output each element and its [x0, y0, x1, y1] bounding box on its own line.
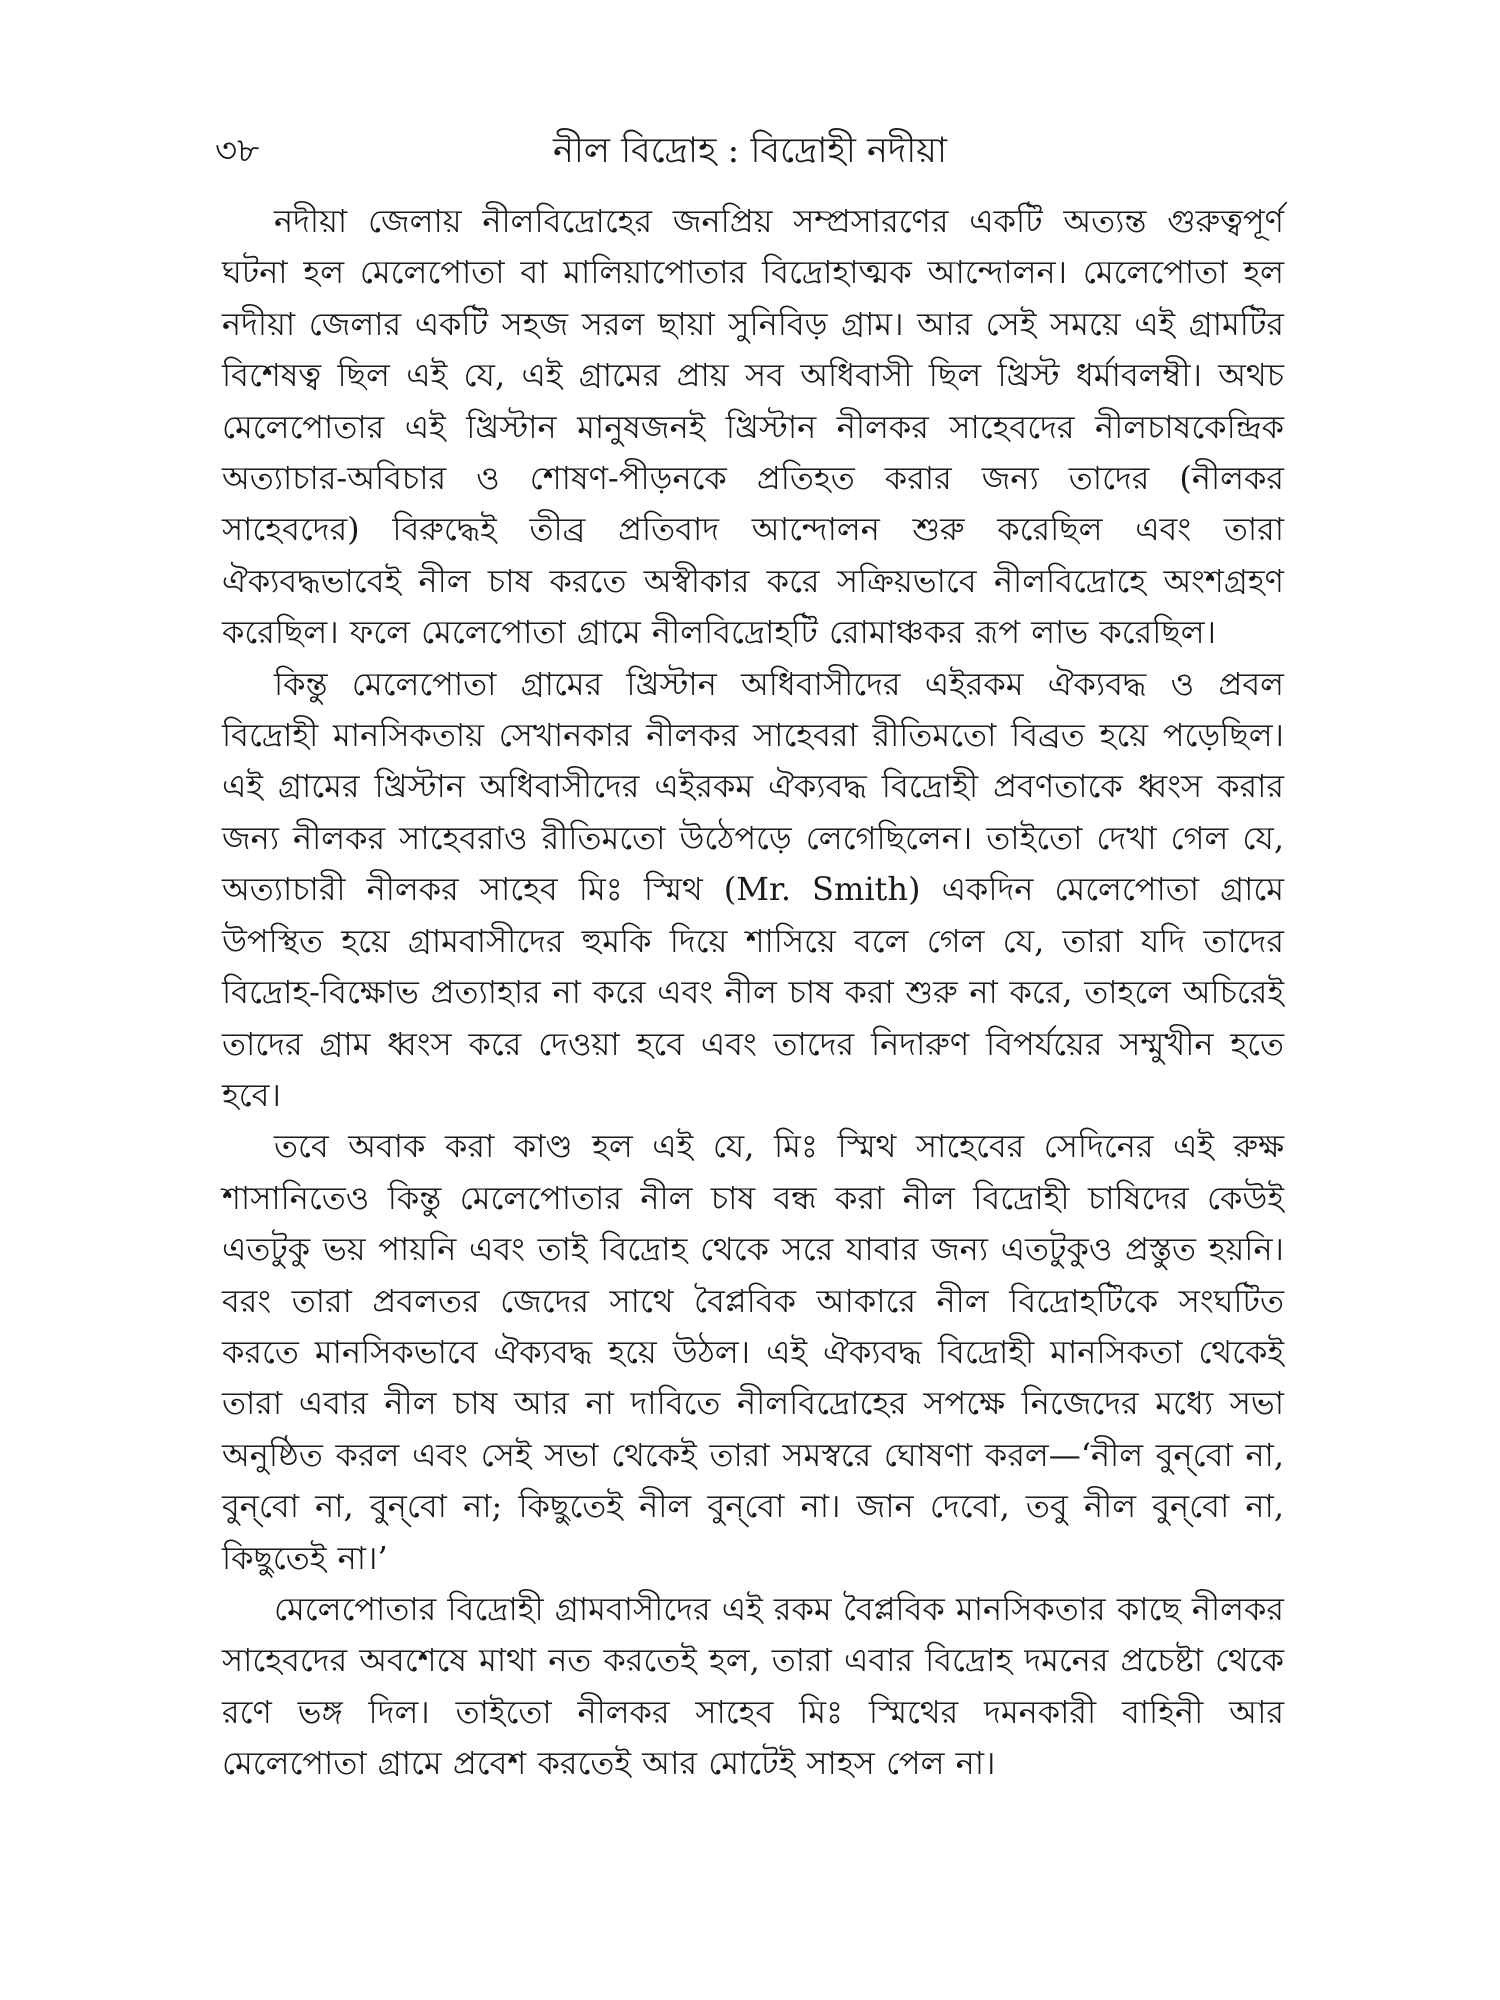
running-title: নীল বিদ্রোহ : বিদ্রোহী নদীয়া [552, 131, 948, 171]
paragraph: তবে অবাক করা কাণ্ড হল এই যে, মিঃ স্মিথ সাহেবের সেদিনের এই রুক্ষ শাসানিতেও কিন্তু মেলেপোতার নীল চাষ বন্ধ করা নীল বিদ্রোহী চাষিদের কেউই এতটুকু ভয় পায়নি এবং তাই বিদ্রোহ থেকে সরে যাবার জন্য এতটুকুও প্রস্তুত হয়নি। বরং তারা প্রবলতর জেদের সাথে বৈপ্লবিক আকারে নীল বিদ্রোহটিকে সংঘটিত করতে মানসিকভাবে ঐক্যবদ্ধ হয়ে উঠল। এই ঐক্যবদ্ধ বিদ্রোহী মানসিকতা থেকেই তারা এবার নীল চাষ আর না দাবিতে নীলবিদ্রোহের সপক্ষে নিজেদের মধ্যে সভা অনুষ্ঠিত করল এবং সেই সভা থেকেই তারা সমস্বরে ঘোষণা করল—‘নীল বুন্‌বো না, বুন্‌বো না, বুন্‌বো না; কিছুতেই নীল বুন্‌বো না। জান দেবো, তবু নীল বুন্‌বো না, কিছুতেই না।’ [222, 1127, 1284, 1577]
paragraph: মেলেপোতার বিদ্রোহী গ্রামবাসীদের এই রকম বৈপ্লবিক মানসিকতার কাছে নীলকর সাহেবদের অবশেষে মাথা নত করতেই হল, তারা এবার বিদ্রোহ দমনের প্রচেষ্টা থেকে রণে ভঙ্গ দিল। তাইতো নীলকর সাহেব মিঃ স্মিথের দমনকারী বাহিনী আর মেলেপোতা গ্রামে প্রবেশ করতেই আর মোটেই সাহস পেল না। [222, 1589, 1285, 1783]
paragraph: কিন্তু মেলেপোতা গ্রামের খ্রিস্টান অধিবাসীদের এইরকম ঐক্যবদ্ধ ও প্রবল বিদ্রোহী মানসিকতায় সেখানকার নীলকর সাহেবরা রীতিমতো বিব্রত হয়ে পড়েছিল। এই গ্রামের খ্রিস্টান অধিবাসীদের এইরকম ঐক্যবদ্ধ বিদ্রোহী প্রবণতাকে ধ্বংস করার জন্য নীলকর সাহেবরাও রীতিমতো উঠেপড়ে লেগেছিলেন। তাইতো দেখা গেল যে, অত্যাচারী নীলকর সাহেব মিঃ স্মিথ (Mr. Smith) একদিন মেলেপোতা গ্রামে উপস্থিত হয়ে গ্রামবাসীদের হুমকি দিয়ে শাসিয়ে বলে গেল যে, তারা যদি তাদের বিদ্রোহ-বিক্ষোভ প্রত্যাহার না করে এবং নীল চাষ করা শুরু না করে, তাহলে অচিরেই তাদের গ্রাম ধ্বংস করে দেওয়া হবে এবং তাদের নিদারুণ বিপর্যয়ের সম্মুখীন হতে হবে। [222, 664, 1284, 1114]
body-text [222, 196, 1284, 1790]
page-number: ৩৮ [215, 131, 260, 171]
running-header [215, 126, 1285, 176]
paragraph: নদীয়া জেলায় নীলবিদ্রোহের জনপ্রিয় সম্প্রসারণের একটি অত্যন্ত গুরুত্বপূর্ণ ঘটনা হল মেলেপোতা বা মালিয়াপোতার বিদ্রোহাত্মক আন্দোলন। মেলেপোতা হল নদীয়া জেলার একটি সহজ সরল ছায়া সুনিবিড় গ্রাম। আর সেই সময়ে এই গ্রামটির বিশেষত্ব ছিল এই যে, এই গ্রামের প্রায় সব অধিবাসী ছিল খ্রিস্ট ধর্মাবলম্বী। অথচ মেলেপোতার এই খ্রিস্টান মানুষজনই খ্রিস্টান নীলকর সাহেবদের নীলচাষকেন্দ্রিক অত্যাচার-অবিচার ও শোষণ-পীড়নকে প্রতিহত করার জন্য তাদের (নীলকর সাহেবদের) বিরুদ্ধেই তীব্র প্রতিবাদ আন্দোলন শুরু করেছিল এবং তারা ঐক্যবদ্ধভাবেই নীল চাষ করতে অস্বীকার করে সক্রিয়ভাবে নীলবিদ্রোহে অংশগ্রহণ করেছিল। ফলে মেলেপোতা গ্রামে নীলবিদ্রোহটি রোমাঞ্চকর রূপ লাভ করেছিল। [222, 202, 1284, 652]
